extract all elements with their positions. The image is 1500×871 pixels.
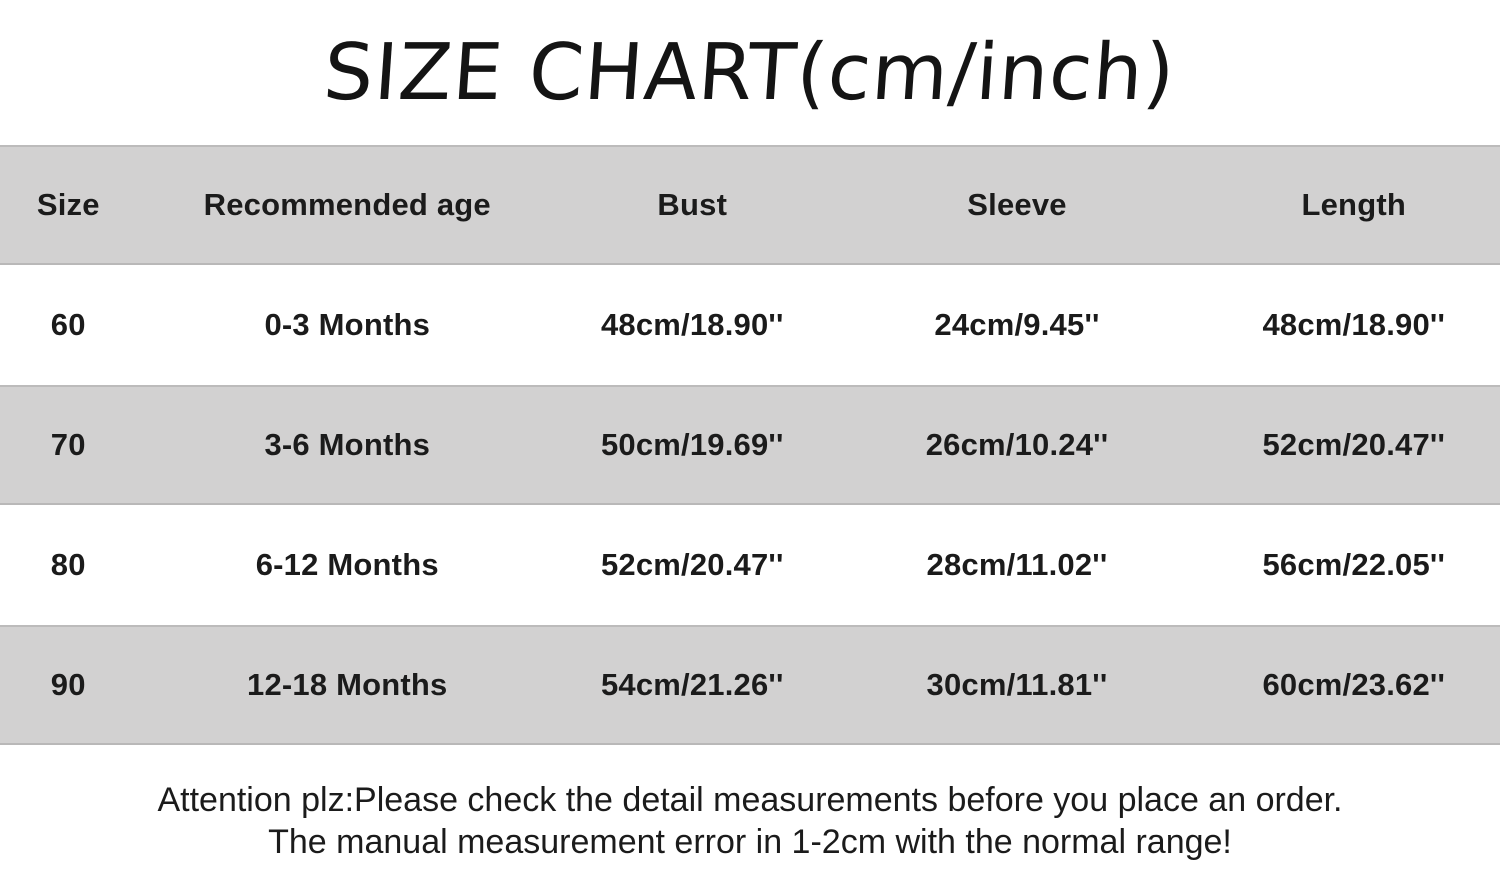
table-row-size-70 [0, 385, 1500, 505]
cell-size: 60 [50, 307, 86, 342]
column-header-bust: Bust [657, 187, 728, 222]
cell-bust: 54cm/21.26'' [600, 667, 784, 702]
cell-age: 12-18 Months [247, 667, 448, 702]
column-header-sleeve: Sleeve [967, 187, 1067, 222]
table-row-size-60 [0, 265, 1500, 385]
attention-note-line2: The manual measurement error in 1-2cm with the normal range! [268, 823, 1232, 861]
column-header-recommended-age: Recommended age [203, 187, 491, 222]
cell-size: 90 [50, 667, 86, 702]
cell-length: 60cm/23.62'' [1262, 667, 1446, 702]
table-row-size-80 [0, 505, 1500, 625]
column-header-length: Length [1301, 187, 1406, 222]
cell-size: 70 [50, 427, 86, 462]
title-area [0, 0, 1500, 145]
column-header-size: Size [36, 187, 100, 222]
table-row-size-90 [0, 625, 1500, 745]
cell-length: 52cm/20.47'' [1262, 427, 1446, 462]
cell-sleeve: 26cm/10.24'' [925, 427, 1109, 462]
cell-sleeve: 24cm/9.45'' [934, 307, 1100, 342]
cell-sleeve: 30cm/11.81'' [926, 667, 1108, 702]
cell-bust: 50cm/19.69'' [600, 427, 784, 462]
cell-sleeve: 28cm/11.02'' [926, 547, 1108, 582]
cell-size: 80 [50, 547, 86, 582]
cell-bust: 52cm/20.47'' [600, 547, 784, 582]
cell-age: 0-3 Months [264, 307, 431, 342]
cell-bust: 48cm/18.90'' [600, 307, 784, 342]
table-header-row [0, 145, 1500, 265]
attention-note [0, 745, 1500, 863]
cell-age: 3-6 Months [264, 427, 431, 462]
size-table [0, 145, 1500, 745]
cell-length: 48cm/18.90'' [1262, 307, 1446, 342]
page-title: SIZE CHART(cm/inch) [321, 27, 1179, 118]
cell-age: 6-12 Months [255, 547, 439, 582]
attention-note-line1: Attention plz:Please check the detail measurements before you place an order. [157, 781, 1343, 819]
cell-length: 56cm/22.05'' [1262, 547, 1446, 582]
